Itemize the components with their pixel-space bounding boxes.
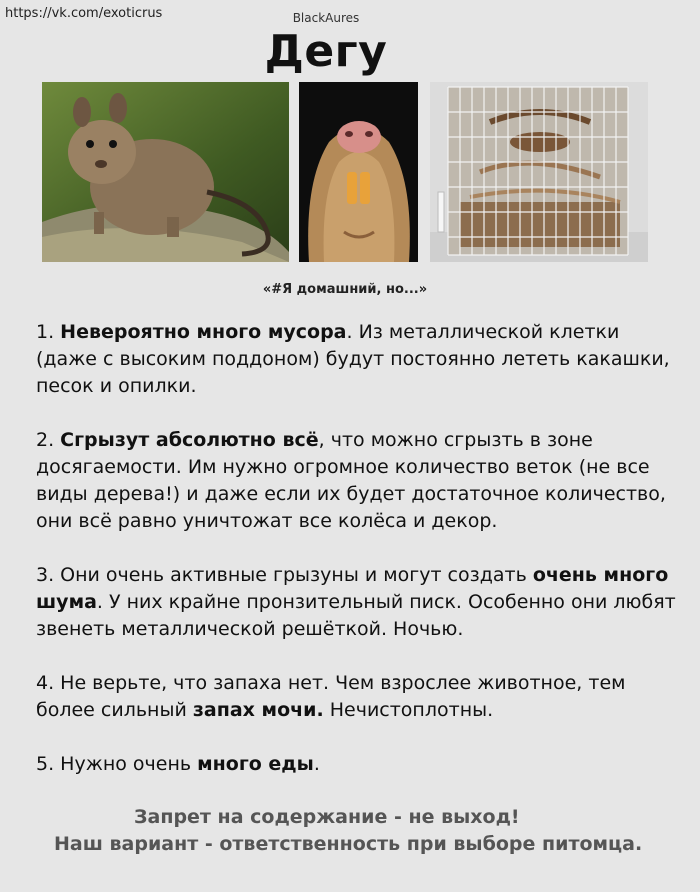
footer-line-1: Запрет на содержание - не выход! (134, 806, 520, 828)
list-item: 2. Сгрызут абсолютно всё, что можно сгрызть в зоне досягаемости. Им нужно огромное количество веток (не все виды дерева!) и даже если их будет достаточное количество, они всё равно уничтожат все колёса и декор. (36, 429, 666, 532)
source-url: https://vk.com/exoticrus (5, 6, 163, 21)
author-name: BlackAures (292, 11, 360, 25)
list-item: 5. Нужно очень много еды. (36, 753, 320, 775)
footer-line-2: Наш вариант - ответственность при выборе питомца. (54, 833, 643, 855)
list-item: 4. Не верьте, что запаха нет. Чем взрослее животное, тем более сильный запах мочи. Нечистоплотны. (36, 672, 626, 721)
degu-teeth-closeup-photo (299, 82, 418, 262)
photo-caption: «#Я домашний, но...» (262, 282, 428, 297)
list-item: 3. Они очень активные грызуны и могут создать очень много шума. У них крайне пронзительный писк. Особенно они любят звенеть металлической решёткой. Ночью. (36, 564, 676, 640)
page-title: Дегу (264, 26, 388, 77)
item-list (36, 319, 686, 805)
metal-cage-photo (430, 82, 648, 262)
degu-on-rock-photo (42, 82, 289, 262)
list-item: 1. Невероятно много мусора. Из металлической клетки (даже с высоким поддоном) будут постоянно лететь какашки, песок и опилки. (36, 321, 670, 397)
